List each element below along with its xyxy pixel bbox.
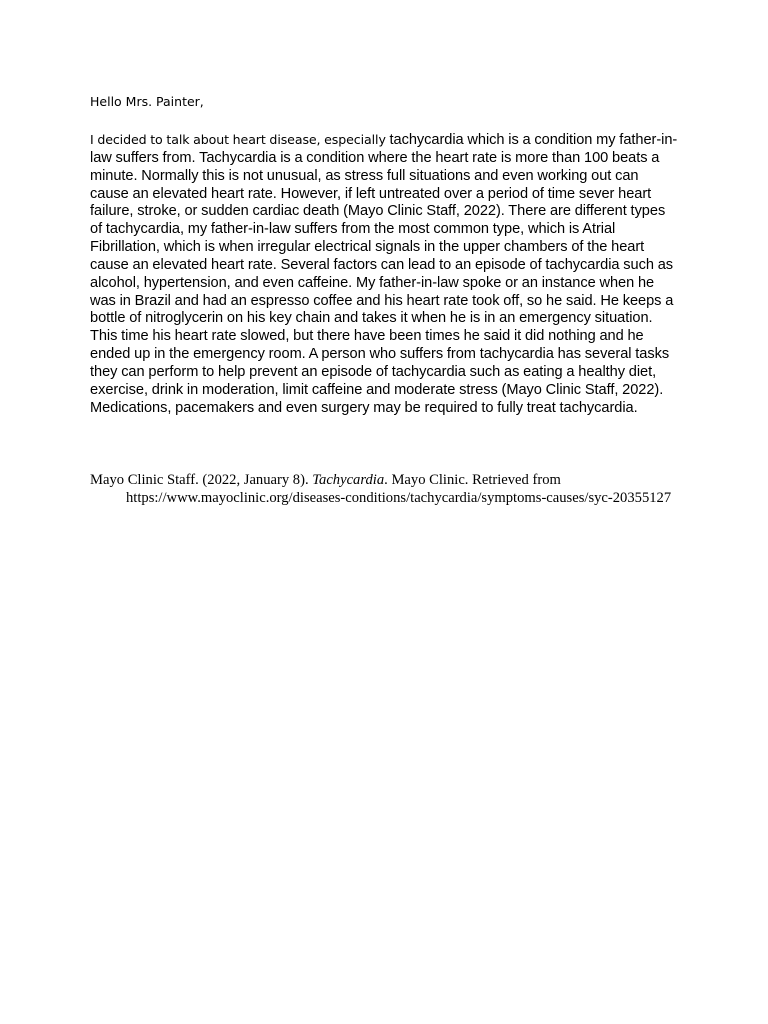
- reference-authors-date: Mayo Clinic Staff. (2022, January 8).: [90, 472, 313, 488]
- reference-entry: [90, 471, 682, 507]
- reference-title: Tachycardia: [312, 472, 385, 488]
- reference-publisher: . Mayo Clinic. Retrieved from: [384, 472, 561, 488]
- letter-body-paragraph: [90, 131, 680, 418]
- letter-body-lead: I decided to talk about heart disease, especially: [90, 132, 390, 147]
- reference-url: https://www.mayoclinic.org/diseases-conditions/tachycardia/symptoms-causes/syc-20355127: [126, 490, 672, 507]
- letter-greeting: Hello Mrs. Painter,: [90, 94, 204, 109]
- letter-body-text: tachycardia which is a condition my father-in-law suffers from. Tachycardia is a condition where the heart rate is more than 100 beats a minute. Normally this is not unusual, as stress full situations and even working out can cause an elevated heart rate. However, if left untreated over a period of time sever heart failure, stroke, or sudden cardiac death (Mayo Clinic Staff, 2022). There are different types of tachycardia, my father-in-law suffers from the most common type, which is Atrial Fibrillation, which is when irregular electrical signals in the upper chambers of the heart cause an elevated heart rate. Several factors can lead to an episode of tachycardia such as alcohol, hypertension, and even caffeine. My father-in-law spoke or an instance when he was in Brazil and had an espresso coffee and his heart rate took off, so he said. He keeps a bottle of nitroglycerin on his key chain and takes it when he is in an emergency situation. This time his heart rate slowed, but there have been times he said it did nothing and he ended up in the emergency room. A person who suffers from tachycardia has several tasks they can perform to help prevent an episode of tachycardia such as eating a healthy diet, exercise, drink in moderation, limit caffeine and moderate stress (Mayo Clinic Staff, 2022). Medications, pacemakers and even surgery may be required to fully treat tachycardia.: [90, 132, 678, 416]
